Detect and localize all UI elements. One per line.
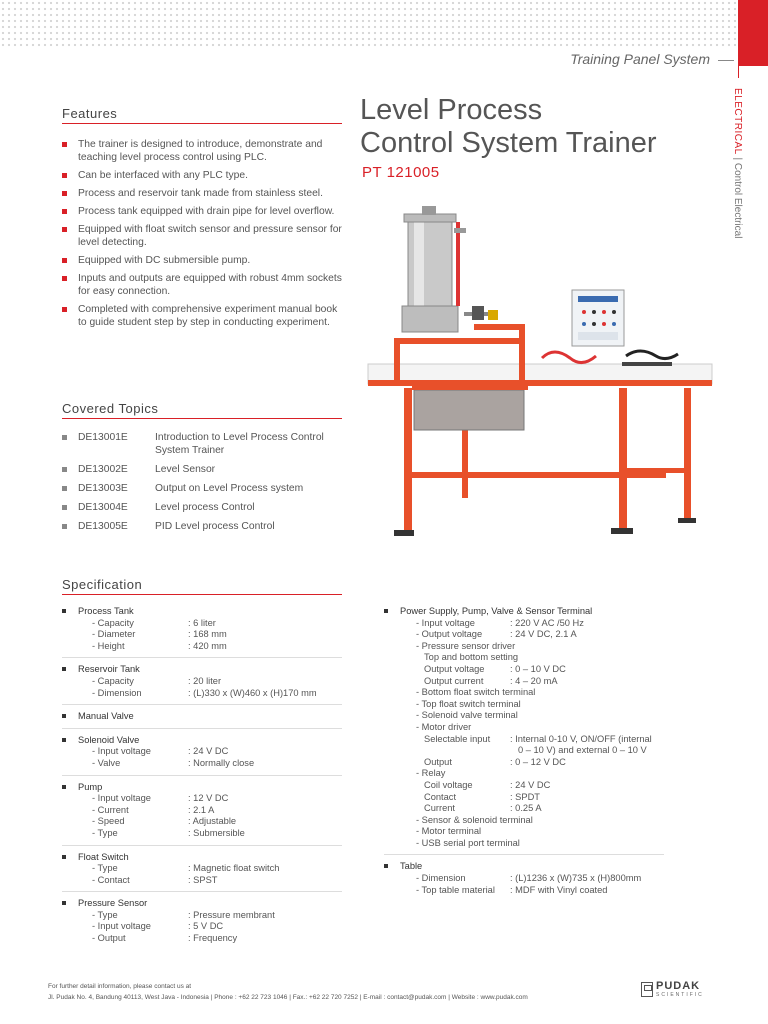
spec-key: - Dimension <box>92 687 142 698</box>
topic-desc: Introduction to Level Process Control System Trainer <box>155 432 324 456</box>
spec-key: - Current <box>92 804 129 815</box>
topic-code: DE13005E <box>78 521 128 532</box>
spec-key: - Output voltage <box>416 629 483 640</box>
stand-upper-bar <box>474 324 524 330</box>
spec-row <box>384 757 664 769</box>
table-edge <box>368 380 712 386</box>
spec-value: : 220 V AC /50 Hz <box>510 617 584 628</box>
topic-desc: Level Sensor <box>155 464 216 475</box>
spec-row <box>62 629 342 641</box>
pudak-brand: PUDAK <box>656 980 701 992</box>
pudak-brand-sub: SCIENTIFIC <box>656 992 704 998</box>
topic-row <box>62 463 344 476</box>
spec-solenoid-valve <box>62 735 342 776</box>
category-divider: | <box>732 157 743 163</box>
feature-item: Process tank equipped with drain pipe for level overflow. <box>62 205 344 218</box>
panel-title: Training Panel System <box>570 51 710 67</box>
spec-right-column <box>384 606 664 902</box>
reservoir-tank <box>414 390 524 430</box>
spec-row <box>384 618 664 630</box>
stand-right-post <box>519 324 525 380</box>
side-red-rule <box>738 66 739 78</box>
panel-socket <box>602 310 606 314</box>
spec-left-column <box>62 606 342 951</box>
pipe-fitting <box>454 228 466 233</box>
stand-top-bar <box>394 338 524 344</box>
spec-key: - Input voltage <box>92 746 151 757</box>
topics-title: Covered Topics <box>62 401 159 416</box>
reservoir-frame <box>412 386 528 390</box>
spec-value: : Internal 0-10 V, ON/OFF (internal <box>510 733 652 744</box>
table-leg-front-left <box>404 388 412 533</box>
spec-key: - Input voltage <box>92 921 151 932</box>
spec-value: : 5 V DC <box>188 921 224 932</box>
spec-key: Coil voltage <box>424 779 473 790</box>
spec-value: : 420 mm <box>188 640 227 651</box>
manual-valve <box>488 310 498 320</box>
spec-value: : Normally close <box>188 757 255 768</box>
spec-value: : 168 mm <box>188 629 227 640</box>
panel-socket <box>582 322 586 326</box>
spec-row <box>62 746 342 758</box>
spec-line: - Relay <box>416 768 446 779</box>
spec-key: - Height <box>92 640 125 651</box>
spec-pressure-sensor <box>62 898 342 944</box>
panel-socket <box>602 322 606 326</box>
spec-row <box>62 793 342 805</box>
spec-row <box>62 688 342 700</box>
panel-socket <box>582 310 586 314</box>
foot-back <box>678 518 696 523</box>
topic-code: DE13004E <box>78 502 128 513</box>
spec-row <box>384 803 664 815</box>
spec-value: : 24 V DC <box>188 746 229 757</box>
panel-socket <box>592 310 596 314</box>
spec-head: Table <box>384 861 664 873</box>
spec-title: Specification <box>62 577 143 592</box>
spec-key: - Capacity <box>92 675 134 686</box>
spec-table <box>384 861 664 896</box>
spec-key: - Input voltage <box>92 793 151 804</box>
spec-row <box>62 805 342 817</box>
feature-item: Can be interfaced with any PLC type. <box>62 169 344 182</box>
product-title <box>360 94 657 160</box>
spec-line: - Solenoid valve terminal <box>416 710 518 721</box>
panel-header <box>578 296 618 302</box>
spec-value: : 24 V DC, 2.1 A <box>510 629 577 640</box>
panel-socket <box>612 322 616 326</box>
spec-value: : Pressure membrant <box>188 909 275 920</box>
feature-item: The trainer is designed to introduce, demonstrate and teaching level process control using PLC. <box>62 138 344 164</box>
spec-key: - Type <box>92 909 118 920</box>
dot-pattern-header <box>0 0 738 48</box>
spec-key: - Top table material <box>416 884 495 895</box>
spec-key: Output current <box>424 675 484 686</box>
spec-key: - Input voltage <box>416 617 475 628</box>
foot-left <box>394 530 414 536</box>
drain-pipe <box>456 222 460 306</box>
spec-line: - Bottom float switch terminal <box>416 687 536 698</box>
black-cables <box>626 351 678 359</box>
footer-line1: For further detail information, please contact us at <box>48 983 192 990</box>
spec-value: : (L)330 x (W)460 x (H)170 mm <box>188 687 317 698</box>
spec-value: : SPDT <box>510 791 540 802</box>
topic-code: DE13002E <box>78 464 128 475</box>
category-control-electrical: Control Electrical <box>732 162 743 239</box>
spec-key: Output <box>424 756 452 767</box>
spec-head: Pump <box>62 782 342 794</box>
table-leg-back-right <box>684 388 691 520</box>
spec-key: - Contact <box>92 874 130 885</box>
spec-value: : 6 liter <box>188 617 216 628</box>
spec-value: : 0 – 12 V DC <box>510 756 566 767</box>
spec-head: Process Tank <box>62 606 342 618</box>
footer-line2: Jl. Pudak No. 4, Bandung 40113, West Java - Indonesia | Phone : +62 22 723 1046 | Fax.: +62 22 720 7252 | E-mail : contact@pudak.com | Website : www.pudak.com <box>48 994 528 1001</box>
pudak-logo <box>641 981 704 998</box>
spec-key: - Speed <box>92 816 125 827</box>
spec-key: Output voltage <box>424 663 485 674</box>
panel-socket <box>612 310 616 314</box>
spec-row <box>62 933 342 945</box>
spec-power-supply <box>384 606 664 855</box>
product-illustration <box>364 200 720 550</box>
spec-key: - Dimension <box>416 873 466 884</box>
topic-code: DE13003E <box>78 483 128 494</box>
spec-value: : Submersible <box>188 827 245 838</box>
spec-value: : 12 V DC <box>188 793 229 804</box>
spec-line: - USB serial port terminal <box>416 837 520 848</box>
features-rule <box>62 123 342 124</box>
spec-key: Selectable input <box>424 733 491 744</box>
spec-value: : (L)1236 x (W)735 x (H)800mm <box>510 873 642 884</box>
spec-line: Top and bottom setting <box>424 652 519 663</box>
topic-bullet <box>62 501 78 514</box>
spec-key: - Type <box>92 863 118 874</box>
spec-key: Current <box>424 803 456 814</box>
spec-value: : Adjustable <box>188 816 237 827</box>
spec-value: : 4 – 20 mA <box>510 675 558 686</box>
spec-row <box>384 629 664 641</box>
spec-value: : Frequency <box>188 933 238 944</box>
spec-divider <box>62 775 342 776</box>
tank-highlight <box>414 220 424 316</box>
topic-row <box>62 482 344 495</box>
topic-row <box>62 501 344 514</box>
spec-row <box>62 618 342 630</box>
spec-line: - Pressure sensor driver <box>416 640 516 651</box>
spec-row <box>384 676 664 688</box>
tank-lid <box>404 214 456 222</box>
spec-key: - Valve <box>92 757 121 768</box>
spec-float-switch <box>62 852 342 893</box>
spec-row <box>384 780 664 792</box>
topic-desc: Level process Control <box>155 502 255 513</box>
category-label <box>732 88 743 238</box>
spec-line: - Top float switch terminal <box>416 698 521 709</box>
feature-item: Equipped with float switch sensor and pressure sensor for level detecting. <box>62 223 344 249</box>
spec-head: Manual Valve <box>62 711 342 723</box>
spec-key: - Diameter <box>92 629 136 640</box>
spec-divider <box>62 657 342 658</box>
spec-head: Power Supply, Pump, Valve & Sensor Terminal <box>384 606 664 618</box>
topic-code: DE13001E <box>78 432 128 443</box>
tank-sensor-top <box>422 206 436 215</box>
spec-divider <box>62 891 342 892</box>
spec-key: - Output <box>92 933 126 944</box>
table-leg-front-right <box>619 388 627 530</box>
red-corner-bar <box>738 0 768 66</box>
spec-line: - Motor terminal <box>416 826 482 837</box>
spec-value: : 2.1 A <box>188 804 215 815</box>
topic-bullet <box>62 431 78 457</box>
spec-pump <box>62 782 342 846</box>
topic-row <box>62 431 344 457</box>
spec-divider <box>62 704 342 705</box>
spec-row <box>384 664 664 676</box>
spec-row <box>62 910 342 922</box>
spec-key: Contact <box>424 791 457 802</box>
panel-title-rule <box>718 60 734 61</box>
spec-value: : 0 – 10 V DC <box>510 663 566 674</box>
spec-head: Reservoir Tank <box>62 664 342 676</box>
spec-row <box>62 676 342 688</box>
spec-key: - Type <box>92 827 118 838</box>
pudak-logo-text <box>656 981 704 998</box>
spec-key <box>384 745 510 757</box>
solenoid-valve <box>472 306 484 320</box>
spec-manual-valve <box>62 711 342 729</box>
features-title: Features <box>62 106 118 121</box>
spec-rule <box>62 594 342 595</box>
topic-desc: PID Level process Control <box>155 521 275 532</box>
spec-row <box>62 828 342 840</box>
topic-bullet <box>62 482 78 495</box>
spec-row <box>384 873 664 885</box>
tank-base-box <box>402 306 458 332</box>
topics-list <box>62 431 344 539</box>
spec-value: : 0.25 A <box>510 803 542 814</box>
topics-rule <box>62 418 342 419</box>
product-title-line1: Level Process <box>360 94 543 126</box>
features-list <box>62 138 344 334</box>
category-electrical: ELECTRICAL <box>732 88 743 155</box>
feature-item: Completed with comprehensive experiment manual book to guide student step by step in conducting experiment. <box>62 303 344 329</box>
spec-reservoir-tank <box>62 664 342 705</box>
topic-row <box>62 520 344 533</box>
topic-bullet <box>62 520 78 533</box>
spec-divider <box>62 728 342 729</box>
spec-row <box>384 885 664 897</box>
spec-line: - Sensor & solenoid terminal <box>416 814 533 825</box>
spec-row <box>62 875 342 887</box>
spec-row <box>62 816 342 828</box>
spec-value: : 20 liter <box>188 675 222 686</box>
foot-right <box>611 528 633 534</box>
topic-desc: Output on Level Process system <box>155 483 304 494</box>
panel-terminal-strip <box>578 332 618 340</box>
spec-row <box>62 641 342 653</box>
footer-contact <box>48 981 528 1003</box>
connector-set <box>622 362 672 366</box>
product-model: PT 121005 <box>362 164 440 181</box>
spec-row <box>62 921 342 933</box>
spec-key: - Capacity <box>92 617 134 628</box>
panel-socket <box>592 322 596 326</box>
feature-item: Process and reservoir tank made from stainless steel. <box>62 187 344 200</box>
spec-head: Float Switch <box>62 852 342 864</box>
feature-item: Equipped with DC submersible pump. <box>62 254 344 267</box>
pudak-logo-icon <box>641 982 653 997</box>
spec-value: : MDF with Vinyl coated <box>510 884 608 895</box>
product-title-line2: Control System Trainer <box>360 127 657 159</box>
spec-value: 0 – 10 V) and external 0 – 10 V <box>518 745 647 756</box>
feature-item: Inputs and outputs are equipped with robust 4mm sockets for easy connection. <box>62 272 344 298</box>
spec-row <box>384 745 664 757</box>
stand-left-post <box>394 338 400 380</box>
red-cables <box>542 352 596 363</box>
spec-line: - Motor driver <box>416 721 472 732</box>
spec-process-tank <box>62 606 342 658</box>
topic-bullet <box>62 463 78 476</box>
spec-value: : SPST <box>188 874 218 885</box>
spec-divider <box>384 854 664 855</box>
spec-value: : Magnetic float switch <box>188 863 280 874</box>
spec-divider <box>62 845 342 846</box>
spec-value: : 24 V DC <box>510 779 551 790</box>
spec-row <box>384 734 664 746</box>
spec-row <box>62 863 342 875</box>
spec-row <box>62 758 342 770</box>
spec-head: Solenoid Valve <box>62 735 342 747</box>
spec-row <box>384 792 664 804</box>
frame-crossbar-side <box>622 468 688 473</box>
spec-head: Pressure Sensor <box>62 898 342 910</box>
